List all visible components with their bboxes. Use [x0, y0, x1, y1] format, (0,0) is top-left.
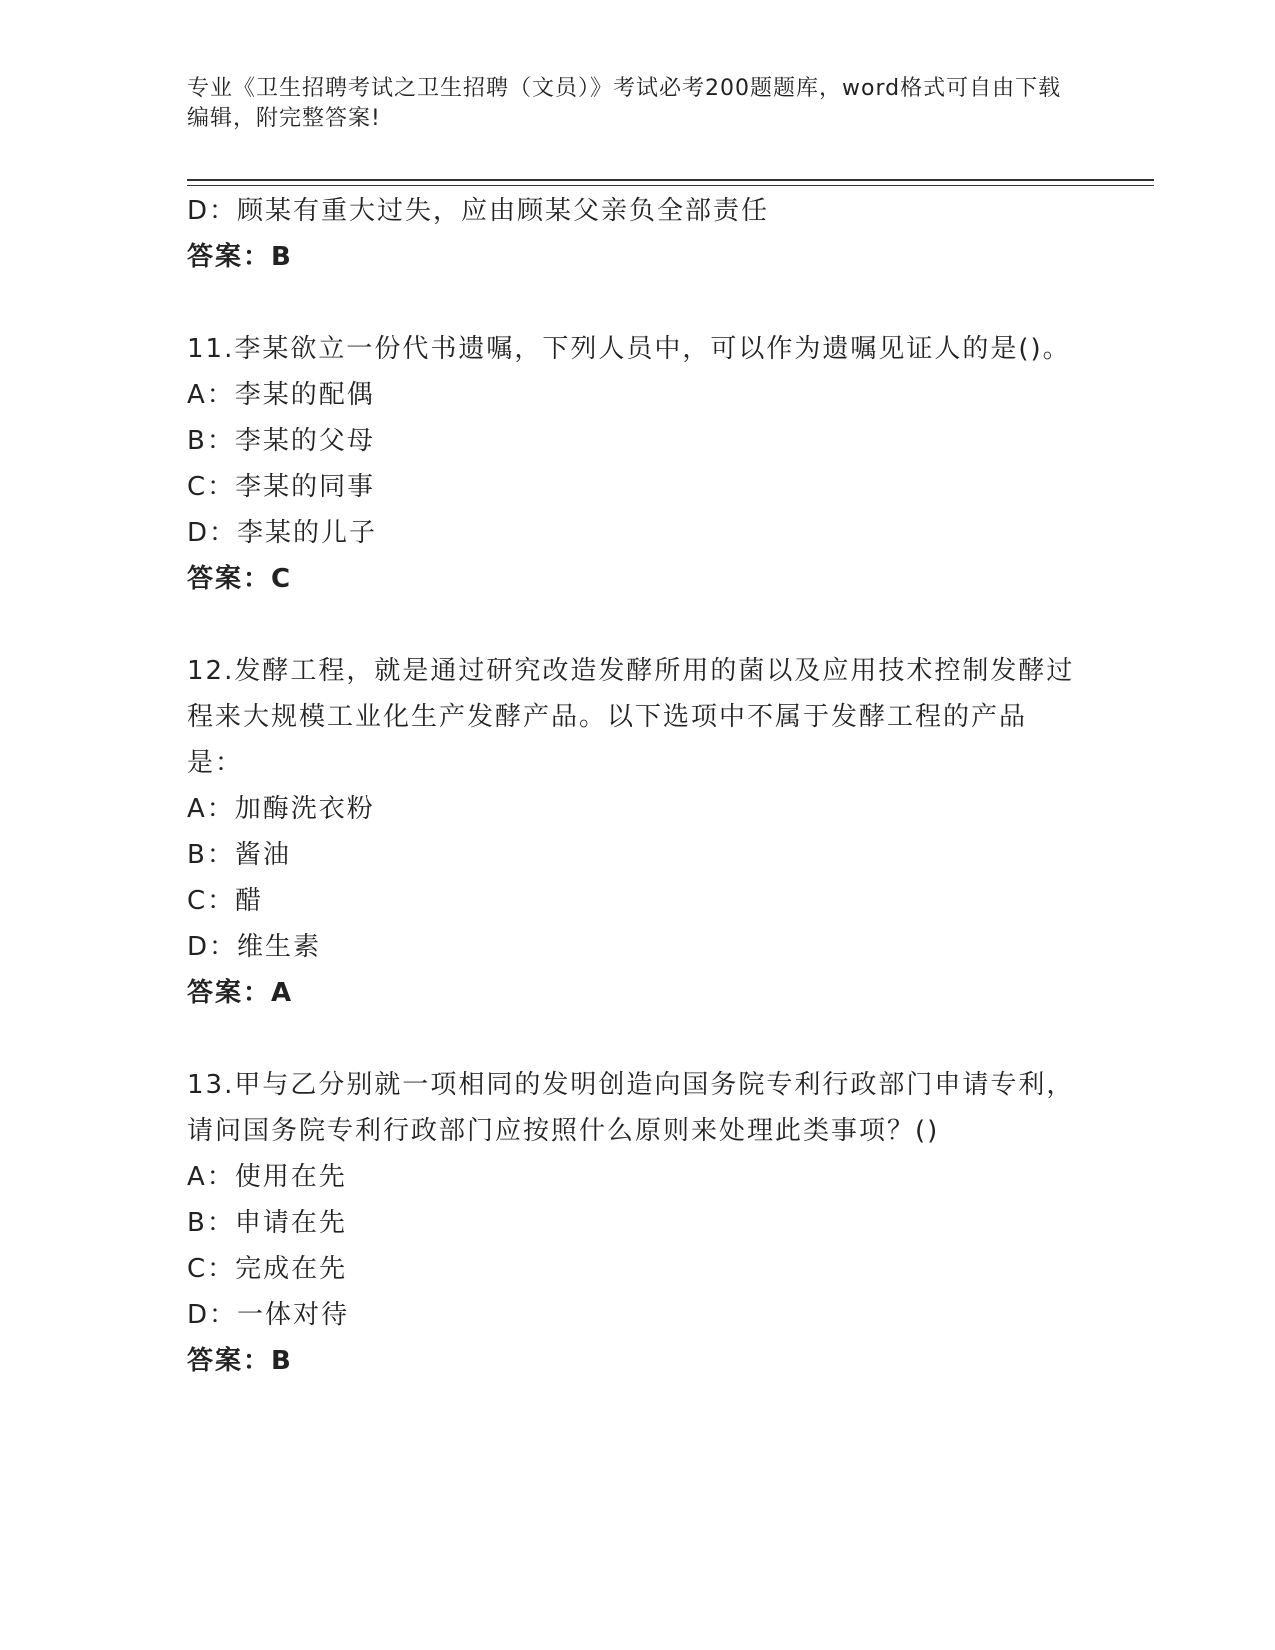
option-d: D：李某的儿子 — [187, 518, 378, 548]
answer: 答案：B — [187, 1346, 293, 1376]
carryover-option-d: D：顾某有重大过失，应由顾某父亲负全部责任 — [187, 196, 770, 226]
option-a: A：李某的配偶 — [187, 380, 375, 410]
question-11 — [187, 326, 1087, 602]
carryover-answer: 答案：B — [187, 242, 293, 272]
spacer — [187, 280, 1087, 326]
spacer — [187, 1016, 1087, 1062]
spacer — [187, 602, 1087, 648]
option-c: C：醋 — [187, 886, 264, 916]
answer: 答案：A — [187, 978, 294, 1008]
document-header: 专业《卫生招聘考试之卫生招聘（文员）》考试必考200题题库，word格式可自由下载编辑，附完整答案! — [187, 76, 1062, 131]
header-divider-thin — [187, 185, 1154, 186]
option-b: B：李某的父母 — [187, 426, 375, 456]
option-d: D：维生素 — [187, 932, 322, 962]
answer: 答案：C — [187, 564, 293, 594]
option-a: A：使用在先 — [187, 1162, 347, 1192]
question-13 — [187, 1062, 1087, 1384]
option-b: B：申请在先 — [187, 1208, 347, 1238]
question-text: 13.甲与乙分别就一项相同的发明创造向国务院专利行政部门申请专利，请问国务院专利行政部门应按照什么原则来处理此类事项？() — [187, 1070, 1075, 1146]
question-12 — [187, 648, 1087, 1016]
option-d: D：一体对待 — [187, 1300, 350, 1330]
option-b: B：酱油 — [187, 840, 291, 870]
header-divider-thick — [187, 179, 1154, 181]
option-c: C：李某的同事 — [187, 472, 376, 502]
question-content — [187, 188, 1087, 1384]
question-text: 12.发酵工程，就是通过研究改造发酵所用的菌以及应用技术控制发酵过程来大规模工业化生产发酵产品。以下选项中不属于发酵工程的产品是： — [187, 656, 1075, 778]
option-a: A：加酶洗衣粉 — [187, 794, 375, 824]
option-c: C：完成在先 — [187, 1254, 348, 1284]
question-text: 11.李某欲立一份代书遗嘱，下列人员中，可以作为遗嘱见证人的是()。 — [187, 334, 1071, 364]
